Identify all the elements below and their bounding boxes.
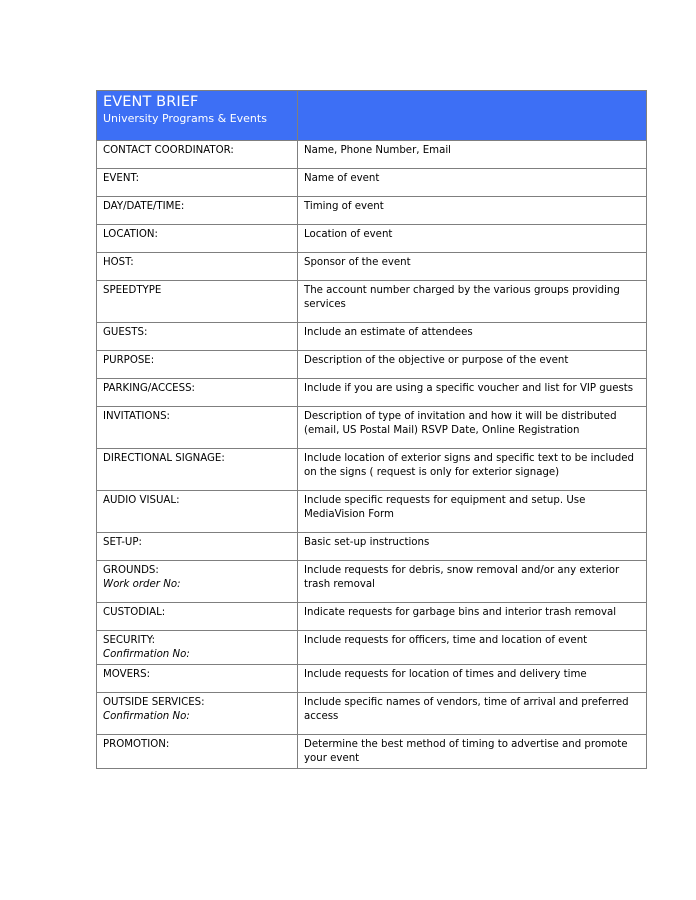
confirmation-label: Confirmation No: [103, 649, 190, 660]
field-label: PARKING/ACCESS: [97, 379, 298, 407]
table-row [97, 561, 647, 603]
field-value: Timing of event [298, 197, 647, 225]
table-row [97, 351, 647, 379]
table-row [97, 281, 647, 323]
field-value: Description of type of invitation and how it will be distributed (email, US Postal Mail) RSVP Date, Online Registration [298, 407, 647, 449]
document-title: EVENT BRIEF [103, 94, 199, 110]
field-label: SECURITY: [103, 635, 156, 646]
field-label: LOCATION: [97, 225, 298, 253]
field-value: Determine the best method of timing to advertise and promote your event [298, 735, 647, 769]
field-label: GROUNDS: [103, 565, 159, 576]
field-label: CUSTODIAL: [97, 603, 298, 631]
field-value: Name of event [298, 169, 647, 197]
field-label: DAY/DATE/TIME: [97, 197, 298, 225]
header-cell [97, 91, 298, 141]
table-row [97, 141, 647, 169]
field-label: PROMOTION: [97, 735, 298, 769]
field-value: Name, Phone Number, Email [298, 141, 647, 169]
field-label: AUDIO VISUAL: [97, 491, 298, 533]
field-value: Location of event [298, 225, 647, 253]
field-label: EVENT: [97, 169, 298, 197]
table-row [97, 449, 647, 491]
field-label: INVITATIONS: [97, 407, 298, 449]
table-row [97, 603, 647, 631]
table-row [97, 379, 647, 407]
field-label: GUESTS: [97, 323, 298, 351]
work-order-label: Work order No: [103, 579, 181, 590]
field-label-cell [97, 561, 298, 603]
field-value: Indicate requests for garbage bins and interior trash removal [298, 603, 647, 631]
field-label: SET-UP: [97, 533, 298, 561]
field-value: Include location of exterior signs and specific text to be included on the signs ( request is only for exterior signage) [298, 449, 647, 491]
table-row [97, 197, 647, 225]
document-subtitle: University Programs & Events [103, 112, 267, 125]
field-label: HOST: [97, 253, 298, 281]
table-row [97, 735, 647, 769]
field-label-cell [97, 693, 298, 735]
field-value: The account number charged by the various groups providing services [298, 281, 647, 323]
field-value: Include an estimate of attendees [298, 323, 647, 351]
table-row [97, 693, 647, 735]
table-row [97, 407, 647, 449]
event-brief-table [96, 90, 647, 769]
table-row [97, 323, 647, 351]
field-label: MOVERS: [97, 665, 298, 693]
header-empty-cell [298, 91, 647, 141]
field-value: Include specific requests for equipment and setup. Use MediaVision Form [298, 491, 647, 533]
table-row [97, 533, 647, 561]
field-value: Include requests for debris, snow removal and/or any exterior trash removal [298, 561, 647, 603]
field-label: CONTACT COORDINATOR: [97, 141, 298, 169]
header-row [97, 91, 647, 141]
field-label-cell [97, 631, 298, 665]
table-row [97, 169, 647, 197]
field-value: Include requests for location of times and delivery time [298, 665, 647, 693]
field-label: SPEEDTYPE [97, 281, 298, 323]
table-row [97, 631, 647, 665]
field-value: Basic set-up instructions [298, 533, 647, 561]
table-row [97, 253, 647, 281]
confirmation-label: Confirmation No: [103, 711, 190, 722]
field-value: Include requests for officers, time and location of event [298, 631, 647, 665]
table-row [97, 225, 647, 253]
field-label: DIRECTIONAL SIGNAGE: [97, 449, 298, 491]
field-value: Sponsor of the event [298, 253, 647, 281]
field-value: Include specific names of vendors, time of arrival and preferred access [298, 693, 647, 735]
field-label: OUTSIDE SERVICES: [103, 697, 205, 708]
table-row [97, 491, 647, 533]
field-value: Include if you are using a specific voucher and list for VIP guests [298, 379, 647, 407]
table-row [97, 665, 647, 693]
field-label: PURPOSE: [97, 351, 298, 379]
field-value: Description of the objective or purpose of the event [298, 351, 647, 379]
